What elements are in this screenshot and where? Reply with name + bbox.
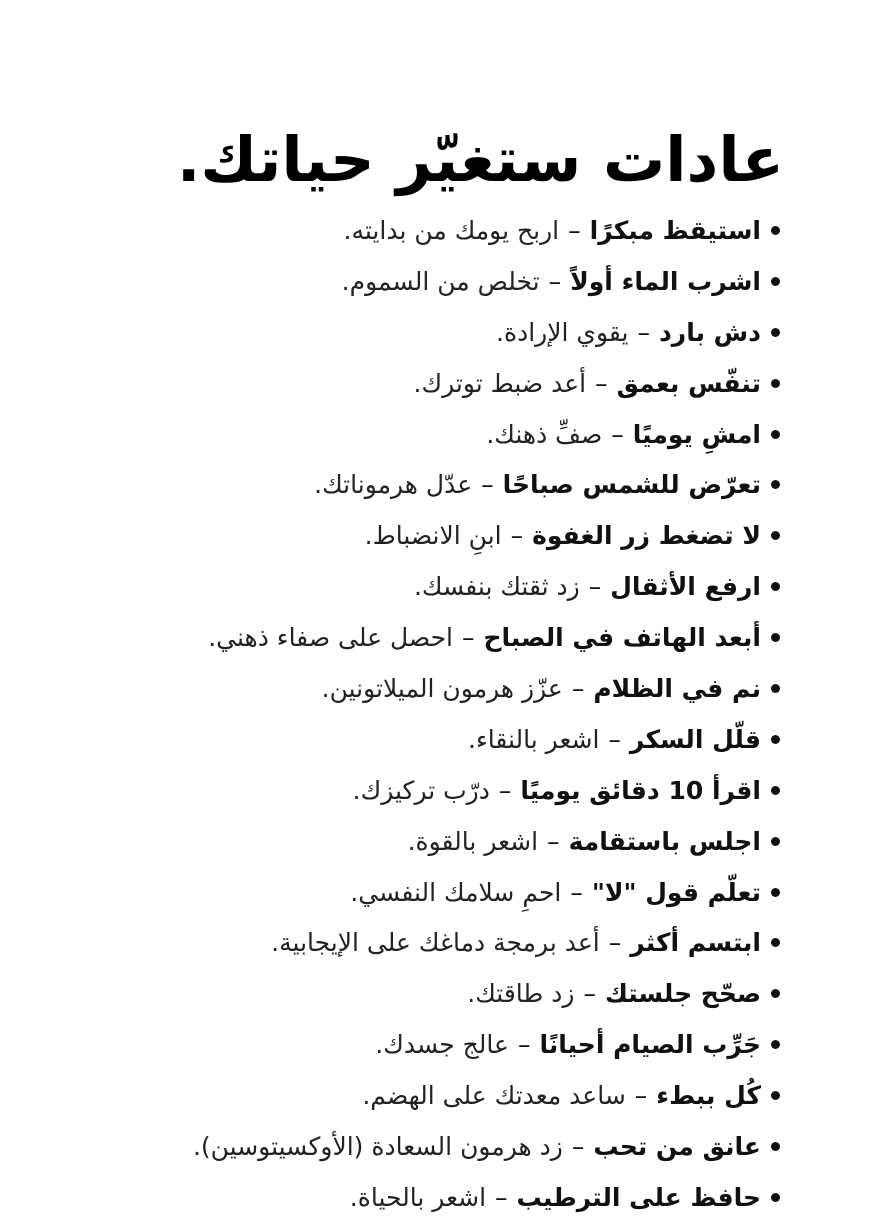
list-item <box>60 663 780 714</box>
list-item <box>60 612 780 663</box>
bullet-icon <box>771 837 780 846</box>
separator-dash: – <box>570 877 583 907</box>
list-item <box>60 1070 780 1121</box>
bullet-icon <box>771 531 780 540</box>
habit-action: دش بارد <box>658 317 761 347</box>
bullet-icon <box>771 735 780 744</box>
list-item <box>60 1121 780 1172</box>
separator-dash: – <box>498 775 512 805</box>
list-item <box>60 968 780 1019</box>
bullet-icon <box>771 379 780 388</box>
habit-benefit: أعد برمجة دماغك على الإيجابية. <box>271 928 600 958</box>
habit-benefit: ابنِ الانضباط. <box>364 521 502 551</box>
bullet-icon <box>771 633 780 642</box>
habit-benefit: زد ثقتك بنفسك. <box>413 572 580 602</box>
separator-dash: – <box>510 521 524 551</box>
habit-benefit: احصل على صفاء ذهني. <box>208 623 453 653</box>
habit-action: تنفّس بعمق <box>616 368 761 398</box>
habit-action: نم في الظلام <box>593 673 761 703</box>
separator-dash: – <box>634 1081 648 1111</box>
list-item <box>60 816 780 867</box>
habit-action: عانق من تحب <box>593 1131 761 1161</box>
habit-action: امشِ يوميًا <box>632 419 761 449</box>
habit-action: تعلّم قول "لا" <box>591 877 761 907</box>
bullet-icon <box>771 480 780 489</box>
habit-benefit: زد هرمون السعادة (الأوكسيتوسين). <box>192 1131 563 1161</box>
habit-action: صحّح جلستك <box>604 979 761 1009</box>
habit-benefit: تخلص من السموم. <box>341 266 540 296</box>
separator-dash: – <box>547 826 560 856</box>
separator-dash: – <box>495 1182 508 1212</box>
bullet-icon <box>771 1091 780 1100</box>
bullet-icon <box>771 328 780 337</box>
list-item <box>60 307 780 358</box>
list-item <box>60 561 780 612</box>
habit-benefit: اربح يومك من بدايته. <box>343 215 560 245</box>
list-item <box>60 459 780 510</box>
habit-action: قلّل السكر <box>629 724 761 754</box>
separator-dash: – <box>571 673 585 703</box>
habit-action: ابتسم أكثر <box>630 928 761 958</box>
habit-action: كُل ببطء <box>656 1081 761 1111</box>
bullet-icon <box>771 786 780 795</box>
separator-dash: – <box>548 266 562 296</box>
list-item <box>60 409 780 460</box>
separator-dash: – <box>608 724 621 754</box>
habit-benefit: اشعر بالحياة. <box>349 1182 487 1212</box>
separator-dash: – <box>568 215 581 245</box>
list-item <box>60 917 780 968</box>
bullet-icon <box>771 684 780 693</box>
separator-dash: – <box>595 368 608 398</box>
habits-list <box>60 205 780 1223</box>
list-item <box>60 510 780 561</box>
list-item <box>60 867 780 918</box>
habit-benefit: اشعر بالقوة. <box>407 826 539 856</box>
separator-dash: – <box>611 419 624 449</box>
habit-action: حافظ على الترطيب <box>516 1182 761 1212</box>
separator-dash: – <box>588 572 602 602</box>
habit-benefit: عزّز هرمون الميلاتونين. <box>321 673 563 703</box>
habit-action: ارفع الأثقال <box>610 572 761 602</box>
separator-dash: – <box>608 928 622 958</box>
habit-action: اشرب الماء أولاً <box>570 266 761 296</box>
habit-benefit: درّب تركيزك. <box>352 775 490 805</box>
page-title: عادات ستغيّر حياتك. <box>176 122 784 196</box>
habit-action: جَرِّب الصيام أحيانًا <box>539 1030 761 1060</box>
bullet-icon <box>771 1193 780 1202</box>
habit-benefit: يقوي الإرادة. <box>496 317 629 347</box>
separator-dash: – <box>517 1030 531 1060</box>
habit-benefit: عدّل هرموناتك. <box>314 470 473 500</box>
habit-action: لا تضغط زر الغفوة <box>532 521 761 551</box>
habit-action: اقرأ 10 دقائق يوميًا <box>520 775 761 805</box>
bullet-icon <box>771 277 780 286</box>
habit-action: اجلس باستقامة <box>568 826 761 856</box>
habit-benefit: اشعر بالنقاء. <box>468 724 600 754</box>
habit-benefit: عالج جسدك. <box>375 1030 509 1060</box>
separator-dash: – <box>481 470 494 500</box>
habit-action: أبعد الهاتف في الصباح <box>483 623 761 653</box>
habit-benefit: احمِ سلامك النفسي. <box>350 877 562 907</box>
habit-action: استيقظ مبكرًا <box>589 215 761 245</box>
list-item <box>60 765 780 816</box>
bullet-icon <box>771 430 780 439</box>
separator-dash: – <box>583 979 596 1009</box>
list-item <box>60 714 780 765</box>
bullet-icon <box>771 582 780 591</box>
list-item <box>60 1172 780 1223</box>
bullet-icon <box>771 1142 780 1151</box>
bullet-icon <box>771 1040 780 1049</box>
list-item <box>60 358 780 409</box>
list-item <box>60 1019 780 1070</box>
habit-benefit: ساعد معدتك على الهضم. <box>362 1081 626 1111</box>
separator-dash: – <box>462 623 475 653</box>
bullet-icon <box>771 226 780 235</box>
separator-dash: – <box>571 1131 585 1161</box>
bullet-icon <box>771 989 780 998</box>
list-item <box>60 205 780 256</box>
habit-benefit: صفِّ ذهنك. <box>486 419 603 449</box>
habit-action: تعرّض للشمس صباحًا <box>502 470 761 500</box>
bullet-icon <box>771 888 780 897</box>
list-item <box>60 256 780 307</box>
habit-benefit: أعد ضبط توترك. <box>413 368 587 398</box>
bullet-icon <box>771 938 780 947</box>
separator-dash: – <box>637 317 650 347</box>
habit-benefit: زد طاقتك. <box>467 979 575 1009</box>
